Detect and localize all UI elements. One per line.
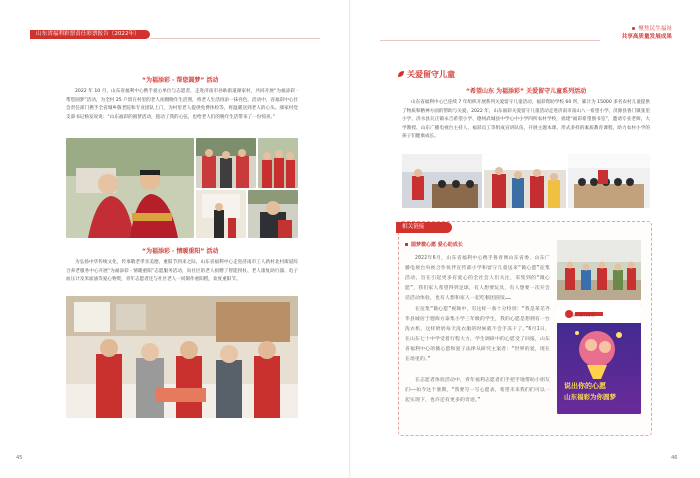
- photo-classroom-talk: [402, 154, 482, 208]
- photo-kids-activity: [484, 154, 566, 208]
- photo-elder-portrait: [248, 190, 298, 238]
- section-header-left-behind-children: [397, 69, 455, 80]
- page-number-right: 46: [671, 455, 678, 461]
- report-theme-tag: [622, 25, 672, 41]
- page-number-left: 45: [16, 455, 23, 461]
- children-activity-title: “希望山东 为福添彩” 关爱留守儿童系列活动: [466, 88, 587, 95]
- wish-activity-subtitle-text: 圆梦微心愿 爱心助成长: [411, 242, 463, 248]
- header-divider-right: [380, 40, 600, 41]
- wish-activity-text: 2022年6月，山东省福利中心携手鲁青网山东省委、山东广播电视台央视合作伙伴宣传部小学和留守儿童送来“微心愿”征集活动，旨在引起更多有爱心的全社会人们关注，采集到的“微心愿”，我们家人希望得到足球，有人想要玩具，有人想要一次开会话活动体验，也有人想和家人一起吃顿团圆饭……: [405, 256, 550, 302]
- photo-volunteers-porch: [196, 138, 256, 188]
- square-bullet-icon: [405, 243, 408, 246]
- photo-children-group: [557, 240, 641, 300]
- section2-text: 为弘扬中华传统文化，传承敬老孝亲美德，重阳节到来之际，山东省福利中心走进济南市工人新村北村街道综合养老服务中心开展“为福添彩 · 情暖重阳”志愿服务活动，向社区的老人捐赠了智能拐杖、老人康复助行器、电子血压计及米面油等爱心物资，青年志愿者还与社区老人一同制作重阳糕，欢度重阳节。: [66, 260, 298, 283]
- photo-elderly-couple: [66, 138, 194, 238]
- wish-activity-subtitle: [405, 241, 463, 248]
- photo-classroom-students: [568, 154, 650, 208]
- report-header-title: 山东省福利彩票责任彩票报告（2022年）: [36, 31, 140, 37]
- section-header-text: 关爱留守儿童: [407, 70, 455, 79]
- poster-line1: 说出你的心愿: [564, 382, 606, 390]
- photo-portrait-session: [196, 190, 246, 238]
- poster-logo: 山东福利彩票: [571, 312, 595, 317]
- section1-title: “为福添彩 · 帮您圆梦” 活动: [142, 77, 219, 84]
- poster-line2: 山东福彩为你圆梦: [564, 393, 616, 401]
- theme-line1: 聚焦民生福祉: [638, 26, 672, 32]
- leaf-icon: [397, 70, 405, 78]
- section2-title: “为福添彩 · 情暖重阳” 活动: [142, 248, 219, 255]
- related-link-tab: 相关链接: [396, 222, 452, 233]
- section1-text: 2022 年 10 月，山东省福利中心携手爱心单位与志愿者，走进济南市孙耿街道颜家村，共同开展“为福添彩 · 帮您圆梦”活动，为全村 25 户留在村里的老人拍摄晚年生活照，将老人生活再添一抹亮色。活动中，省福彩中心社会责任部门携手全省城乡敬老院和专业团队上门，为村里老人提供免费体检等，将温暖送到老人的心头。颜家村党支部书记杨发说说：“山东福彩的圆梦活动，拨动了我的心弦，也给老人们的晚年生活带来了一份惊喜。”: [66, 89, 298, 120]
- wish-activity-text-2: 在征集“微心愿”视频中，有这样一条十分特别：“我是莱芜齐华县城居于德海方泰集小学三年级的学生，我的心愿是想拥有一台洗衣机，这样奶奶每天洗衣服的时候就不会手冻干了。”6月1日，在山东七十中学受着行程大力，学生调研中的心愿受了回报，山东省福利中心的微心愿和爱子法律从研究主案者：“世界的爱，现在在场里的。”: [405, 307, 550, 363]
- theme-line2: 共享高质量发展成果: [621, 34, 672, 40]
- wish-activity-text-3: 在志愿者体验活动中，青年福利志愿者们手把手地帮助小朋友们——如今这个暑期，“我要写一写心愿表，希望未来我们们可以一起实现下，也许还有更多的奇迹。”: [405, 378, 550, 404]
- photo-double-ninth-activity: [66, 296, 298, 418]
- header-divider: [150, 38, 320, 39]
- bullet-dot-icon: [632, 27, 635, 30]
- photo-volunteer-group: [258, 138, 298, 188]
- children-activity-text: 山东省福利中心已连续 7 年组织开展系列关爱留守儿童活动，福彩资助学校 60 所，累计为 15000 多名农村儿童提供了物质和精神方面的帮助与关爱。2022 年，山东福彩关爱留守儿童活动走进济南市南山八一希望小学、济源县鲁门镇张里小学、济水县瓦庄镇永吉希望小学、德州武城县中学心中小学四所农村学校，捐建“福彩希望图书室”，邀请专业老师、大学教授、山东广播电视台主持人，福彩员工等组成宣讲队伍，开展主题本课、形式多样的素质教育课程，助力农村小学的孩子们健康成长。: [402, 100, 650, 140]
